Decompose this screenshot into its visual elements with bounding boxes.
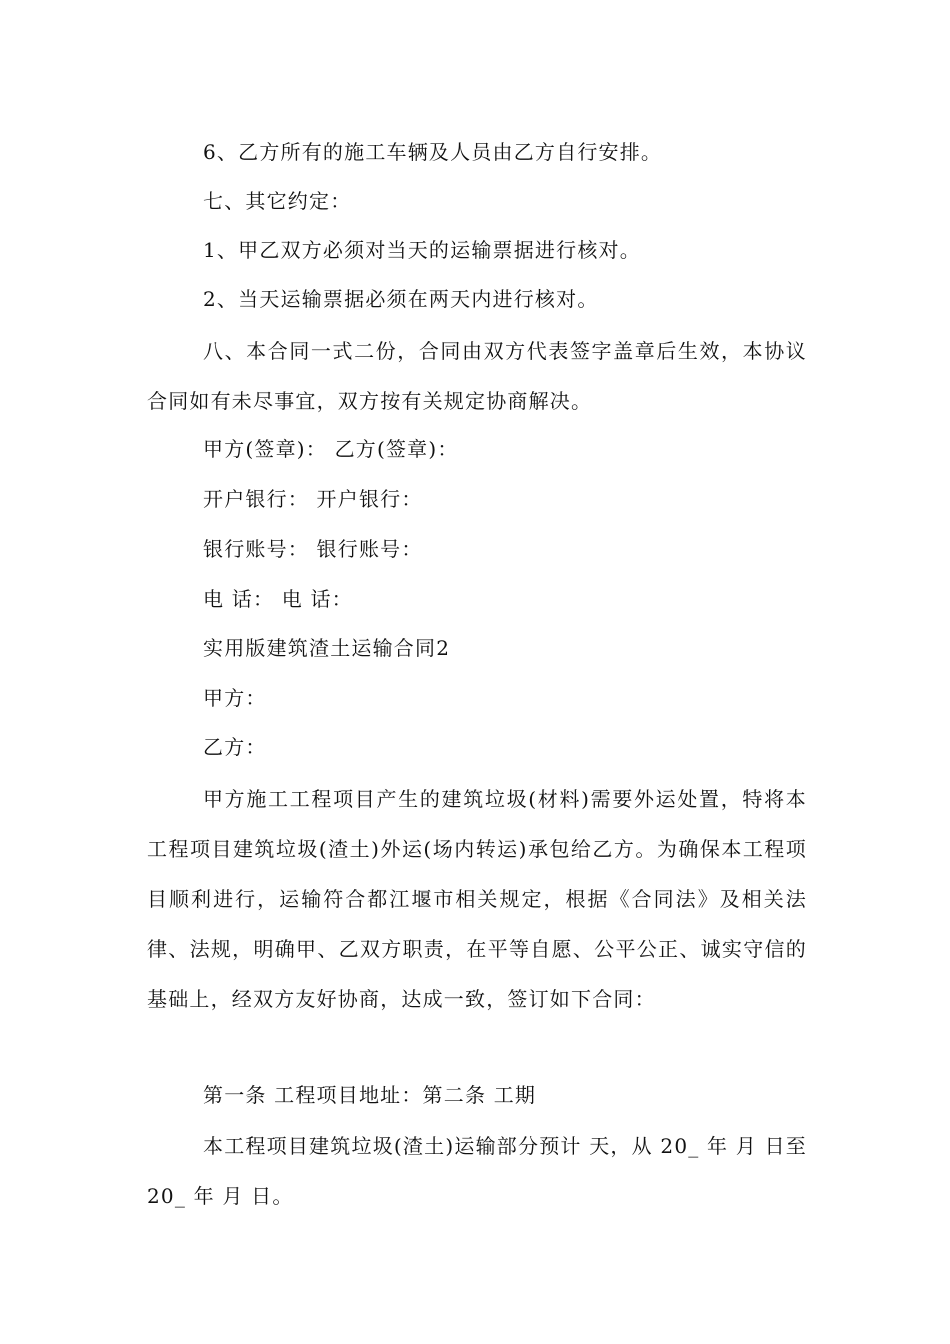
contract-title: 实用版建筑渣土运输合同2 [203, 636, 451, 660]
bank-name-line: 开户银行： 开户银行： [203, 487, 423, 511]
phone-line: 电 话： 电 话： [203, 587, 353, 611]
paragraph-vehicle-arrangement: 6、乙方所有的施工车辆及人员由乙方自行安排。 [203, 140, 663, 164]
paragraph-contract-copies: 八、本合同一式二份，合同由双方代表签字盖章后生效，本协议合同如有未尽事宜，双方按有关规定协商解决。 [147, 339, 807, 413]
article-one-two-heading: 第一条 工程项目地址：第二条 工期 [203, 1083, 537, 1107]
paragraph-contract-preamble: 甲方施工工程项目产生的建筑垃圾(材料)需要外运处置，特将本工程项目建筑垃圾(渣土)外运(场内转运)承包给乙方。为确保本工程项目顺利进行，运输符合都江堰市相关规定，根据《合同法》及相关法律、法规，明确甲、乙双方职责，在平等自愿、公平公正、诚实守信的基础上，经双方友好协商，达成一致，签订如下合同： [147, 787, 807, 1011]
paragraph-work-period: 本工程项目建筑垃圾(渣土)运输部分预计 天，从 20_ 年 月 日至 20_ 年 月 日。 [147, 1134, 807, 1208]
bank-account-line: 银行账号： 银行账号： [203, 537, 423, 561]
party-a-line: 甲方： [203, 686, 267, 710]
section-heading-other-agreements: 七、其它约定： [203, 189, 352, 213]
signature-line: 甲方(签章)： 乙方(签章)： [203, 437, 459, 461]
paragraph-ticket-deadline: 2、当天运输票据必须在两天内进行核对。 [203, 287, 599, 311]
party-b-line: 乙方： [203, 735, 267, 759]
paragraph-ticket-check: 1、甲乙双方必须对当天的运输票据进行核对。 [203, 238, 641, 262]
